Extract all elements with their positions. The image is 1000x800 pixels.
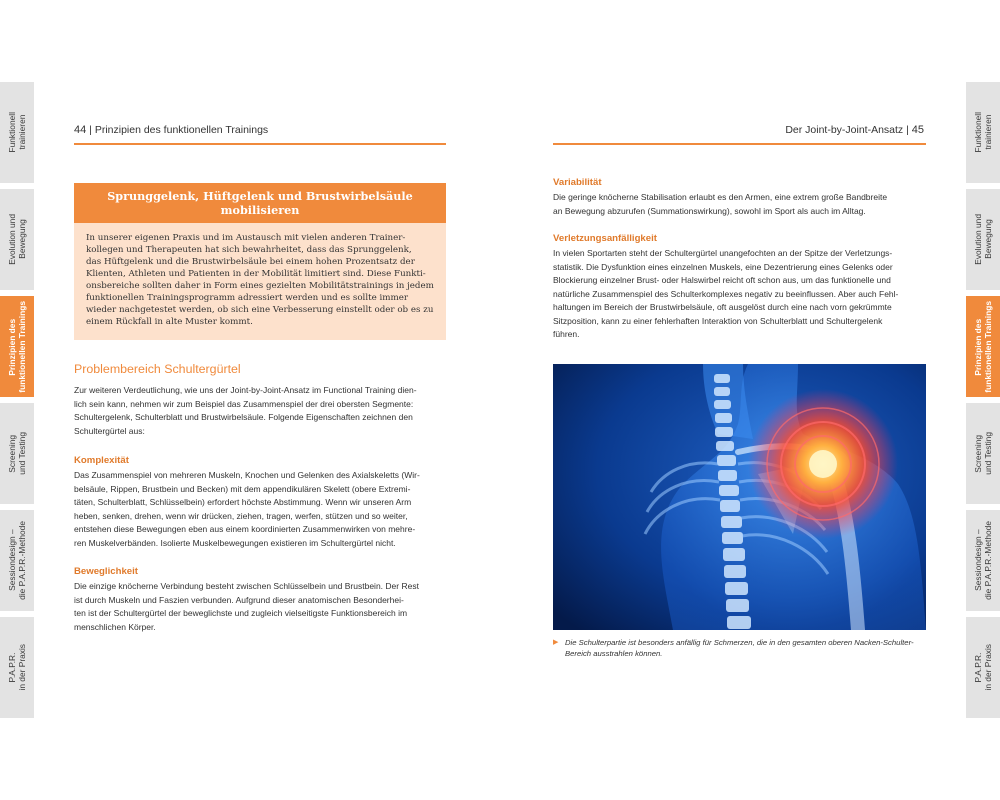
komplexitaet-paragraph: Das Zusammenspiel von mehreren Muskeln, Knochen und Gelenken des Axialskeletts (Wir- belsäule, Rippen, Brustbein und Becken) mit dem appendikulären Skelett (obere Extremi- täten, Schulterblatt, Schlüsselbein) erfordert höchste Abstimmung. Wenn wir unseren Arm heben, senken, drehen, wenn wir drücken, ziehen, tragen, werfen, stützen und so weiter, entstehen diese Bewegungen eben aus einem koordinierten Zusammenwirken von mehre- ren Muskelverbänden. Isolierte Muskelbewegungen existieren im Schultergürtel nicht. <box>74 470 420 548</box>
side-tab-funktionell-trainieren[interactable] <box>966 82 1000 183</box>
side-tab-label: Funktionell trainieren <box>7 112 27 153</box>
side-tab-label: Sessiondesign – die P.A.P.R.-Methode <box>7 521 27 600</box>
right-running-header <box>785 124 924 136</box>
side-tab-label: P.A.P.R. in der Praxis <box>7 644 27 691</box>
side-tab-prinzipien[interactable] <box>0 296 34 397</box>
page-number: 45 <box>911 124 924 136</box>
running-title: Der Joint-by-Joint-Ansatz <box>785 124 904 136</box>
side-tab-sessiondesign[interactable] <box>0 510 34 611</box>
komplexitaet-heading: Komplexität <box>74 455 129 466</box>
side-tab-screening[interactable] <box>0 403 34 504</box>
info-box-title: Sprunggelenk, Hüftgelenk und Brustwirbelsäule mobilisieren <box>74 183 446 223</box>
shoulder-pain-illustration <box>553 364 926 630</box>
section-heading: Problembereich Schultergürtel <box>74 362 241 376</box>
side-tab-label: Funktionell trainieren <box>973 112 993 153</box>
side-tab-label: Screening und Testing <box>7 432 27 475</box>
side-tab-label: Evolution und Bewegung <box>7 214 27 265</box>
side-tab-label: Screening und Testing <box>973 432 993 475</box>
variabilitaet-paragraph: Die geringe knöcherne Stabilisation erlaubt es den Armen, eine extrem große Bandbreite an Bewegung abzurufen (Summationswirkung), sowohl im Sport als auch im Alltag. <box>553 192 888 216</box>
side-tab-evolution-und-bewegung[interactable] <box>0 189 34 290</box>
beweglichkeit-heading: Beweglichkeit <box>74 566 138 577</box>
info-box-text: In unserer eigenen Praxis und im Austausch mit vielen anderen Trainer- kollegen und Therapeuten hat sich bewahrheitet, dass das Sprunggelenk, das Hüftgelenk und die Brustwirbelsäule bei einem hohen Prozentsatz der Klienten, Athleten und Patienten in der Mobilität limitiert sind. Diese Funkti- onsbereiche sollten daher in Form eines gezielten Mobilitätstrainings in jedem funktionellen Trainingsprogramm adressiert werden und es sollte immer wieder nachgetestet werden, ob sich eine Verbesserung einstellt oder ob es zu einem Rückfall in alte Muster kommt. <box>74 223 446 340</box>
beweglichkeit-paragraph: Die einzige knöcherne Verbindung besteht zwischen Schlüsselbein und Brustbein. Der Rest ist durch Muskeln und Faszien verbunden. Aufgrund dieser anatomischen Besonderhei- ten ist der Schultergürtel der beweglichste und zugleich vielseitigste Funktionsbereich im menschlichen Körper. <box>74 581 419 632</box>
left-header-rule <box>74 143 446 145</box>
header-separator: | <box>903 124 912 136</box>
side-tab-sessiondesign[interactable] <box>966 510 1000 611</box>
variabilitaet-heading: Variabilität <box>553 177 602 188</box>
header-separator: | <box>86 124 95 136</box>
right-header-rule <box>553 143 926 145</box>
running-title: Prinzipien des funktionellen Trainings <box>94 124 269 136</box>
intro-paragraph: Zur weiteren Verdeutlichung, wie uns der Joint-by-Joint-Ansatz im Functional Training dien- lich sein kann, nehmen wir zum Beispiel das Zusammenspiel der drei obersten Segmente: Schultergelenk, Schulterblatt und Brustwirbelsäule. Folgende Eigenschaften zeichnen den Schultergürtel aus: <box>74 385 417 436</box>
figure-caption <box>553 638 926 659</box>
side-tab-funktionell-trainieren[interactable] <box>0 82 34 183</box>
caption-arrow-icon: ▶ <box>553 639 559 646</box>
side-tab-screening[interactable] <box>966 403 1000 504</box>
side-tab-papr-praxis[interactable] <box>966 617 1000 718</box>
left-running-header <box>74 124 268 136</box>
side-tab-prinzipien[interactable] <box>966 296 1000 397</box>
caption-text: Die Schulterpartie ist besonders anfällig für Schmerzen, die in den gesamten oberen Nacken-Schulter- Bereich ausstrahlen können. <box>565 638 914 658</box>
page-number: 44 <box>74 124 87 136</box>
side-tab-label: Evolution und Bewegung <box>973 214 993 265</box>
xray-shoulder-graphic <box>553 364 926 630</box>
side-tab-evolution-und-bewegung[interactable] <box>966 189 1000 290</box>
verletzung-paragraph: In vielen Sportarten steht der Schultergürtel unangefochten an der Spitze der Verletzungs- statistik. Die Dysfunktion eines einzelnen Muskels, eine Dezentrierung eines Gelenks oder Blockierung einzelner Brust- oder Halswirbel reicht oft schon aus, um das funktionelle und natürliche Zusammenspiel des Schulterkomplexes negativ zu beeinflussen. Aber auch Fehl- haltungen im Bereich der Brustwirbelsäule, oft ausgelöst durch eine nach vorn gekrümmte Sitzposition, kann zu einer fehlerhaften Interaktion von Schulterblatt und Schultergelenk führen. <box>553 248 899 339</box>
side-tab-label: Prinzipien des funktionellen Trainings <box>7 300 27 393</box>
side-tab-papr-praxis[interactable] <box>0 617 34 718</box>
side-tab-label: P.A.P.R. in der Praxis <box>973 644 993 691</box>
side-tab-label: Sessiondesign – die P.A.P.R.-Methode <box>973 521 993 600</box>
verletzung-heading: Verletzungsanfälligkeit <box>553 233 657 244</box>
side-tab-label: Prinzipien des funktionellen Trainings <box>973 300 993 393</box>
